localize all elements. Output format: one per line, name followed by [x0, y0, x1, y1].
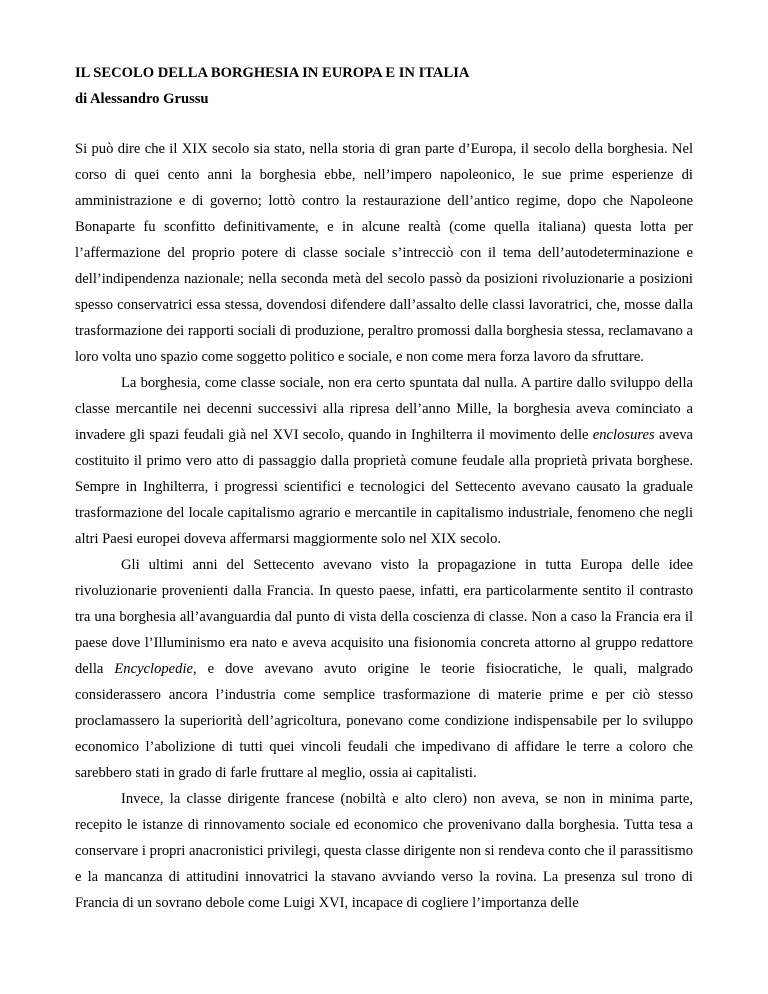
paragraph-2-italic-term: enclosures	[592, 427, 655, 443]
document-author: di Alessandro Grussu	[75, 91, 209, 107]
paragraph-1: Si può dire che il XIX secolo sia stato, nella storia di gran parte d’Europa, il secolo della borghesia. Nel corso di quei cento anni la borghesia ebbe, nell’impero napoleonico, le sue prime esperienze di amministrazione e di governo; lottò contro la restaurazione dell’antico regime, dopo che Napoleone Bonaparte fu sconfitto definitivamente, e in alcune realtà (come quella italiana) questa lotta per l’affermazione del proprio potere di classe sociale s’intrecciò con il tema dell’autodeterminazione e dell’indipendenza nazionale; nella seconda metà del secolo passò da posizioni rivoluzionarie a posizioni spesso conservatrici essa stessa, dovendosi difendere dall’assalto delle classi lavoratrici, che, mosse dalla trasformazione dei rapporti sociali di produzione, peraltro promossi dalla borghesia stessa, reclamavano a loro volta uno spazio come soggetto politico e sociale, e non come mera forza lavoro da sfruttare.	[75, 141, 693, 365]
paragraph-2-text-after: aveva costituito il primo vero atto di passaggio dalla proprietà comune feudale alla proprietà privata borghese. Sempre in Inghilterra, i progressi scientifici e tecnologici del Settecento avevano causato la graduale trasformazione del locale capitalismo agrario e mercantile in capitalismo industriale, fenomeno che negli altri Paesi europei doveva affermarsi maggiormente solo nel XIX secolo.	[75, 427, 693, 547]
paragraph-3-italic-term: Encyclopedie	[114, 661, 193, 677]
document-page	[75, 60, 693, 916]
paragraph-4: Invece, la classe dirigente francese (nobiltà e alto clero) non aveva, se non in minima parte, recepito le istanze di rinnovamento sociale ed economico che provenivano dalla borghesia. Tutta tesa a conservare i propri anacronistici privilegi, questa classe dirigente non si rendeva conto che il parassitismo e la mancanza di attitudini innovatrici la stavano avviando verso la rovina. La presenza sul trono di Francia di un sovrano debole come Luigi XVI, incapace di cogliere l’importanza delle	[75, 791, 693, 911]
paragraph-3-text-before: Gli ultimi anni del Settecento avevano visto la propagazione in tutta Europa delle idee rivoluzionarie provenienti dalla Francia. In questo paese, infatti, era particolarmente sentito il contrasto tra una borghesia all’avanguardia dal punto di vista della coscienza di classe. Non a caso la Francia era il paese dove l’Illuminismo era nato e aveva acquisito una fisionomia concreta attorno al gruppo redattore della	[75, 557, 693, 677]
paragraph-2-text-before: La borghesia, come classe sociale, non era certo spuntata dal nulla. A partire dallo sviluppo della classe mercantile nei decenni successivi alla ripresa dell’anno Mille, la borghesia aveva cominciato a invadere gli spazi feudali già nel XVI secolo, quando in Inghilterra il movimento delle	[75, 375, 693, 443]
paragraph-3-text-after: , e dove avevano avuto origine le teorie fisiocratiche, le quali, malgrado considerassero ancora l’industria come semplice trasformazione di materie prime e per ciò stesso proclamassero la superiorità dell’agricoltura, ponevano come condizione indispensabile per lo sviluppo economico l’abolizione di tutti quei vincoli feudali che impedivano di affidare le terre a coloro che sarebbero stati in grado di farle fruttare al meglio, ossia ai capitalisti.	[75, 661, 693, 781]
document-title: IL SECOLO DELLA BORGHESIA IN EUROPA E IN ITALIA	[75, 65, 470, 81]
paragraph-2	[75, 370, 693, 552]
paragraph-3	[75, 552, 693, 786]
